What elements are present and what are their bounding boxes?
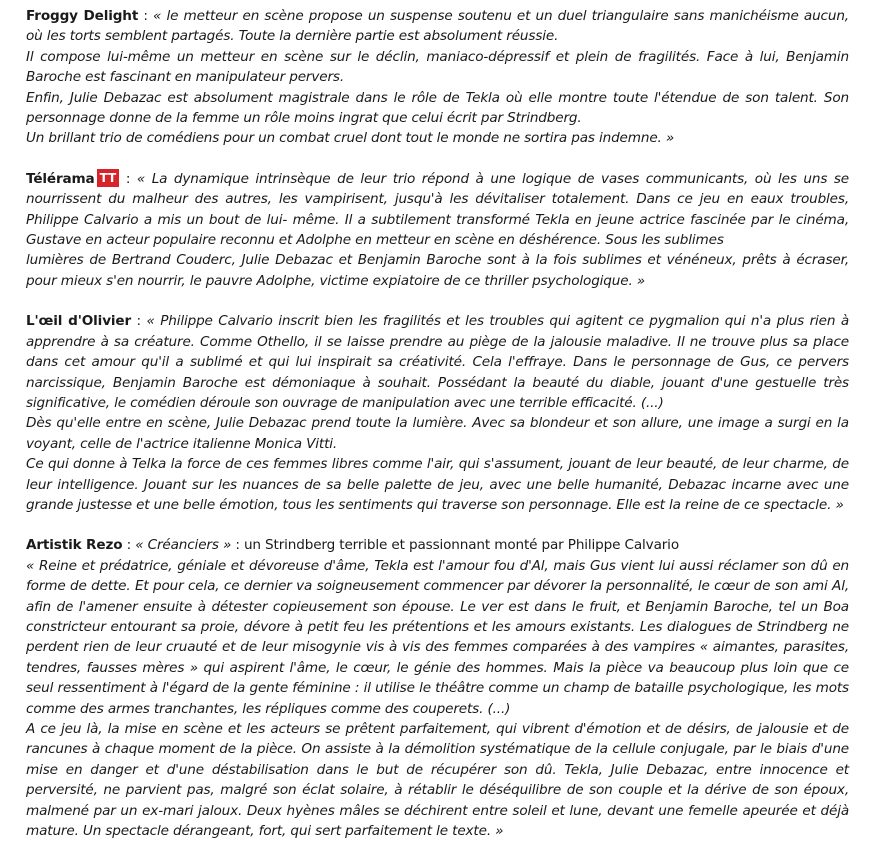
review-quote: « Philippe Calvario inscrit bien les fragilités et les troubles qui agitent ce pygmalion qui n'a plus rien à apprendre à sa créature. Comme Othello, il se laisse prendre au piège de la jalousie maladive. Il ne trouve plus sa place dans cet amour qu'il a sublimé et qui lui inspirait sa créativité. Cela l'effraye. Dans le personnage de Gus, ce pervers narcissique, Benjamin Baroche est démoniaque à souhait. Possédant la beauté du diable, jouant d'une gestuelle très significative, le comédien déroule son ouvrage de manipulation avec une terrible efficacité. (...) (26, 313, 850, 411)
review-source: Artistik Rezo (26, 537, 123, 554)
review-oeil-d-olivier (26, 311, 849, 515)
review-telerama (26, 169, 849, 291)
review-headline (26, 535, 849, 555)
review-quote: « le metteur en scène propose un suspense soutenu et un duel triangulaire sans manichéisme aucun, où les torts semblent partagés. Toute la dernière partie est absolument réussie. (26, 8, 849, 45)
review-source: Froggy Delight (26, 8, 139, 24)
review-headline-title: « Créanciers » (135, 537, 232, 554)
review-paragraph (26, 6, 849, 47)
review-source: Télérama (26, 170, 95, 187)
review-separator: : (119, 170, 137, 187)
review-source: L'œil d'Olivier (26, 313, 132, 330)
review-separator: : (131, 313, 147, 330)
review-separator: : (122, 537, 136, 554)
review-separator: : (138, 8, 154, 24)
review-paragraph: Dès qu'elle entre en scène, Julie Debazac prend toute la lumière. Avec sa blondeur et son allure, une image a surgi en la voyant, celle de l'actrice italienne Monica Vitti. (26, 415, 849, 452)
review-paragraph: « Reine et prédatrice, géniale et dévoreuse d'âme, Tekla est l'amour fou d'Al, mais Gus vient lui aussi réclamer son dû en forme de dette. Et pour cela, ce dernier va soigneusement commencer par dévorer la personnalité, le cœur de son ami Al, afin de l'amener ensuite à détester copieusement son épouse. Le ver est dans le fruit, et Benjamin Baroche, tel un Boa constricteur entourant sa proie, dévore à petit feu les prétentions et les amours existants. Les dialogues de Strindberg ne perdent rien de leur cruauté et de leur misogynie vis à vis des femmes comparées à des vampires « aimantes, parasites, tendres, fausses mères » qui aspirent l'âme, le cœur, le génie des hommes. Mais la pièce va beaucoup plus loin que ce seul ressentiment à l'égard de la gente féminine : il utilise le théâtre comme un champ de bataille psychologique, les mots comme des armes tranchantes, les répliques comme des couperets. (...) (26, 557, 849, 717)
review-quote: « La dynamique intrinsèque de leur trio répond à une logique de vases communicants, où les uns se nourrissent du malheur des autres, les vampirisent, jusqu'à les dévitaliser totalement. Dans ce jeu en eaux troubles, Philippe Calvario a mis un bout de lui- même. Il a subtilement transformé Tekla en jeune actrice fascinée par le cinéma, Gustave en acteur populaire reconnu et Adolphe en metteur en scène en déshérence. Sous les sublimes (26, 170, 849, 249)
review-artistik-rezo (26, 535, 849, 841)
review-paragraph: Il compose lui-même un metteur en scène sur le déclin, maniaco-dépressif et plein de fragilités. Face à lui, Benjamin Baroche est fascinant en manipulateur pervers. (26, 48, 849, 86)
review-paragraph: A ce jeu là, la mise en scène et les acteurs se prêtent parfaitement, qui vibrent d'émotion et de désirs, de jalousie et de rancunes à chaque moment de la pièce. On assiste à la démolition systématique de la cellule conjugale, par le biais d'une mise en danger et d'une déstabilisation dans le but de récupérer son dû. Tekla, Julie Debazac, entre innocence et perversité, ne parvient pas, malgré son éclat solaire, à rétablir le déséquilibre de son couple et la dérive de son époux, malmené par un ex-mari jaloux. Deux hyènes mâles se déchirent entre soleil et lune, devant une femelle apeurée et déjà mature. Un spectacle dérangeant, fort, qui sert parfaitement le texte. » (26, 721, 849, 840)
review-paragraph (26, 169, 849, 251)
review-paragraph: Ce qui donne à Telka la force de ces femmes libres comme l'air, qui s'assument, jouant de leur beauté, de leur charme, de leur intelligence. Jouant sur les nuances de sa belle palette de jeu, avec une belle humanité, Debazac incarne avec une grande justesse et une belle émotion, tous les sentiments qui traverse son personnage. Elle est la reine de ce spectacle. » (26, 456, 849, 513)
review-paragraph: Un brillant trio de comédiens pour un combat cruel dont tout le monde ne sortira pas indemne. » (26, 130, 675, 147)
review-froggy-delight (26, 6, 849, 149)
review-headline-rest: : un Strindberg terrible et passionnant monté par Philippe Calvario (231, 537, 679, 554)
review-paragraph: lumières de Bertrand Couderc, Julie Debazac et Benjamin Baroche sont à la fois sublimes et vénéneux, prêts à écraser, pour mieux s'en nourrir, le pauvre Adolphe, victime expiatoire de ce thriller psychologique. » (26, 252, 849, 289)
review-paragraph: Enfin, Julie Debazac est absolument magistrale dans le rôle de Tekla où elle montre toute l'étendue de son talent. Son personnage donne de la femme un rôle moins ingrat que celui écrit par Strindberg. (26, 89, 849, 127)
review-paragraph (26, 311, 849, 413)
telerama-tt-badge: TT (97, 169, 120, 187)
